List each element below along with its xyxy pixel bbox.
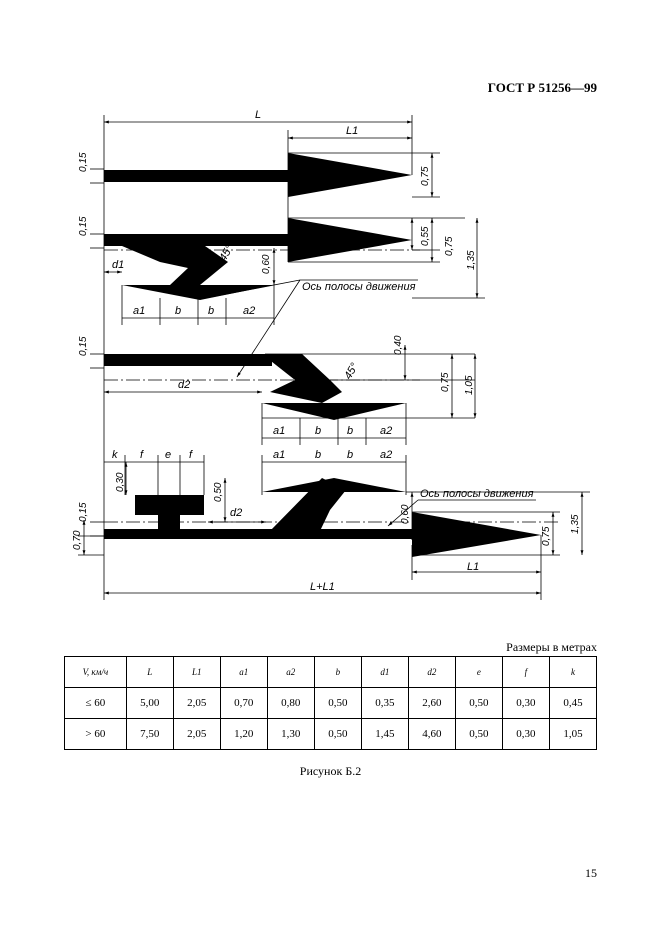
dim-b2-row1: b: [208, 305, 215, 317]
table-cell: 2,05: [173, 688, 220, 719]
dim-b2-row2: b: [347, 425, 354, 437]
dim-075-row4: 0,75: [541, 526, 552, 546]
header-cell: k: [549, 657, 596, 688]
header-cell: d1: [361, 657, 408, 688]
table-cell: 1,05: [549, 719, 596, 750]
table-cell: 0,80: [267, 688, 314, 719]
dim-015-c: 0,15: [78, 336, 89, 356]
table-cell: 0,50: [314, 688, 361, 719]
table-cell: 0,30: [502, 719, 549, 750]
header-cell: V, км/ч: [65, 657, 127, 688]
dim-a2-row1: a2: [243, 305, 256, 317]
table-cell: 7,50: [126, 719, 173, 750]
lane-axis-label-2: Ось полосы движения: [420, 488, 534, 500]
figure-caption: Рисунок Б.2: [299, 764, 362, 778]
table-cell: 0,50: [455, 688, 502, 719]
table-cell: 2,05: [173, 719, 220, 750]
table-cell: 5,00: [126, 688, 173, 719]
dim-055-row2: 0,55: [420, 226, 431, 246]
table-cell: 1,20: [220, 719, 267, 750]
units-note: Размеры в метрах: [506, 640, 597, 654]
table-cell: 1,30: [267, 719, 314, 750]
table-cell: > 60: [65, 719, 127, 750]
dim-L: L: [255, 109, 262, 121]
lane-axis-label-1: Ось полосы движения: [302, 281, 416, 293]
dim-f1: f: [140, 449, 144, 461]
header-cell: a1: [220, 657, 267, 688]
dim-060-row2: 0,60: [261, 254, 272, 274]
dim-015-a: 0,15: [78, 152, 89, 172]
dim-105-row3: 1,05: [464, 375, 475, 395]
table-row: [65, 719, 597, 750]
dim-a1-row1: a1: [133, 305, 146, 317]
dim-015-b: 0,15: [78, 216, 89, 236]
dim-d2-row2: d2: [178, 379, 191, 391]
header-cell: L: [126, 657, 173, 688]
dim-030-row4: 0,30: [115, 472, 126, 492]
dim-060-row4: 0,60: [400, 504, 411, 524]
table-row: [65, 688, 597, 719]
dim-b-row1: b: [175, 305, 182, 317]
dim-a1-row3: a1: [273, 449, 286, 461]
dim-a2-row2: a2: [380, 425, 393, 437]
header-cell: L1: [173, 657, 220, 688]
header-cell: a2: [267, 657, 314, 688]
dim-b-row3: b: [315, 449, 322, 461]
header-cell: f: [502, 657, 549, 688]
table-cell: 0,45: [549, 688, 596, 719]
dim-015-d: 0,15: [78, 502, 89, 522]
dim-L1: L1: [346, 125, 359, 137]
header-cell: e: [455, 657, 502, 688]
header-cell: b: [314, 657, 361, 688]
dim-L-plus-L1: L+L1: [310, 581, 335, 593]
dim-k: k: [112, 449, 118, 461]
dim-d1: d1: [112, 259, 125, 271]
dim-135-row4: 1,35: [570, 514, 581, 534]
table-cell: 0,30: [502, 688, 549, 719]
dim-a1-row2: a1: [273, 425, 286, 437]
dim-b2-row3: b: [347, 449, 354, 461]
dim-f2: f: [189, 449, 193, 461]
table-cell: 0,50: [314, 719, 361, 750]
angle-45-row1: 45°: [217, 243, 236, 264]
dim-075-row3: 0,75: [440, 372, 451, 392]
document-code: ГОСТ Р 51256—99: [487, 80, 597, 95]
table-cell: 0,50: [455, 719, 502, 750]
dim-L1-bottom: L1: [467, 561, 480, 573]
dimensions-table: [64, 656, 597, 750]
header-cell: d2: [408, 657, 455, 688]
table-cell: ≤ 60: [65, 688, 127, 719]
dim-d2-row3: d2: [230, 507, 243, 519]
dim-075-row2: 0,75: [444, 236, 455, 256]
dim-040-row3: 0,40: [393, 335, 404, 355]
dim-075-row1: 0,75: [420, 166, 431, 186]
table-cell: 0,35: [361, 688, 408, 719]
dim-135-row2: 1,35: [466, 250, 477, 270]
table-cell: 0,70: [220, 688, 267, 719]
page-number: 15: [585, 866, 597, 880]
dim-e: e: [165, 449, 172, 461]
table-cell: 4,60: [408, 719, 455, 750]
dim-a2-row3: a2: [380, 449, 393, 461]
table-header-row: [65, 657, 597, 688]
dim-050-row4: 0,50: [213, 482, 224, 502]
dim-b-row2: b: [315, 425, 322, 437]
table-cell: 2,60: [408, 688, 455, 719]
angle-45-row2: 45°: [342, 361, 361, 382]
table-cell: 1,45: [361, 719, 408, 750]
dim-070-row4: 0,70: [72, 530, 83, 550]
